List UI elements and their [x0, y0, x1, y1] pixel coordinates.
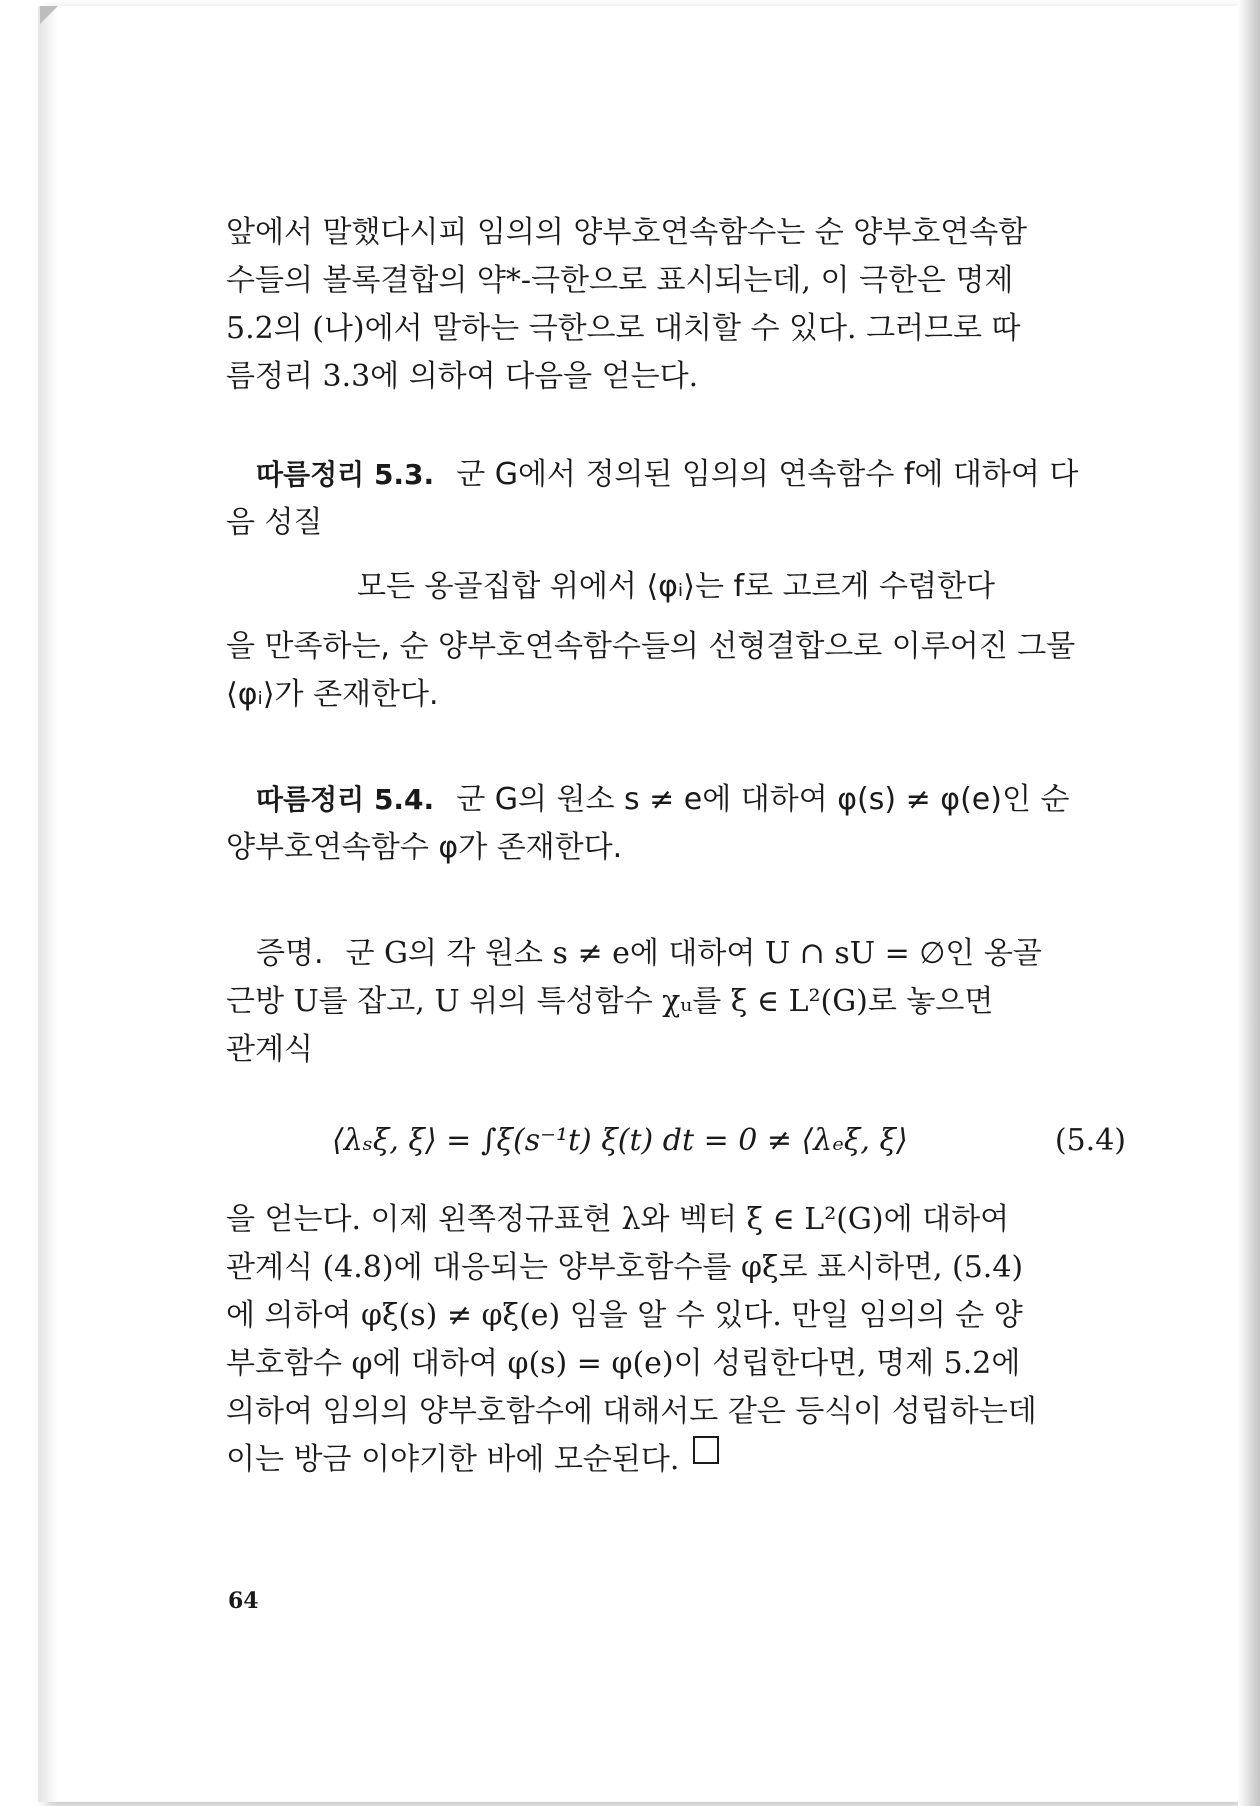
text-line [226, 1388, 1126, 1436]
text-line [226, 209, 1126, 257]
text-line [226, 1436, 1126, 1484]
text-line-content: 군 G에서 정의된 임의의 연속함수 f에 대하여 다 [456, 457, 1079, 492]
text-line [226, 257, 1126, 305]
text-line-content: 앞에서 말했다시피 임의의 양부호연속함수는 순 양부호연속함 [226, 215, 1028, 250]
equation-formula: ⟨λₛξ, ξ⟩ = ∫ξ(s⁻¹t) ξ(t) dt = 0 ≠ ⟨λₑξ, ξ⟩ [332, 1123, 908, 1158]
page-corner [40, 6, 58, 24]
text-line [226, 1340, 1126, 1388]
text-line [226, 499, 1126, 547]
text-line [226, 353, 1126, 401]
qed-box-icon [693, 1436, 719, 1464]
paragraph-intro [226, 209, 1126, 401]
display-statement-text: 모든 옹골집합 위에서 ⟨φᵢ⟩는 f로 고르게 수렴한다 [357, 569, 995, 604]
text-line [226, 978, 1126, 1026]
equation-5-4 [226, 1113, 1126, 1169]
text-line [226, 671, 1126, 719]
text-line-content: 에 의하여 φξ(s) ≠ φξ(e) 임을 알 수 있다. 만일 임의의 순 양 [226, 1298, 1023, 1333]
proof-label: 증명. [256, 936, 324, 971]
proof-continued [226, 1196, 1126, 1484]
text-line [226, 1244, 1126, 1292]
text-line-content: 이는 방금 이야기한 바에 모순된다. [226, 1442, 680, 1477]
corollary-5-4 [226, 776, 1126, 872]
text-line-content: 관계식 (4.8)에 대응되는 양부호함수를 φξ로 표시하면, (5.4) [226, 1250, 1024, 1285]
text-line-content: 수들의 볼록결합의 약*-극한으로 표시되는데, 이 극한은 명제 [226, 263, 1014, 298]
text-line-content: 름정리 3.3에 의하여 다음을 얻는다. [226, 359, 699, 394]
text-line-content: 5.2의 (나)에서 말하는 극한으로 대치할 수 있다. 그러므로 따 [226, 311, 1021, 346]
text-line [226, 930, 1126, 978]
proof [226, 930, 1126, 1074]
text-line-content: 을 만족하는, 순 양부호연속함수들의 선형결합으로 이루어진 그물 [226, 629, 1076, 664]
text-line [226, 451, 1126, 499]
page-edge-shadow [1238, 0, 1260, 1806]
corollary-label: 따름정리 5.3. [256, 458, 435, 491]
page-number: 64 [228, 1588, 259, 1614]
equation-number: (5.4) [1054, 1123, 1126, 1158]
text-line-content: 군 G의 각 원소 s ≠ e에 대하여 U ∩ sU = ∅인 옹골 [345, 936, 1042, 971]
text-line [226, 824, 1126, 872]
corollary-label: 따름정리 5.4. [256, 783, 435, 816]
text-line-content: 군 G의 원소 s ≠ e에 대하여 φ(s) ≠ φ(e)인 순 [456, 782, 1070, 817]
text-line-content: 관계식 [226, 1032, 313, 1067]
text-line [226, 1292, 1126, 1340]
text-line-content: 음 성질 [226, 505, 323, 540]
text-line-content: 을 얻는다. 이제 왼쪽정규표현 λ와 벡터 ξ ∈ L²(G)에 대하여 [226, 1202, 1010, 1237]
text-line [226, 623, 1126, 671]
text-line-content: 근방 U를 잡고, U 위의 특성함수 χᵤ를 ξ ∈ L²(G)로 놓으면 [226, 984, 994, 1019]
text-line [226, 1196, 1126, 1244]
text-line [226, 305, 1126, 353]
display-statement [226, 563, 1126, 611]
text-line [226, 1026, 1126, 1074]
page-fold-shadow [40, 6, 58, 1802]
text-line [226, 776, 1126, 824]
corollary-5-3 [226, 451, 1126, 719]
text-line-content: ⟨φᵢ⟩가 존재한다. [226, 677, 439, 712]
text-line-content: 양부호연속함수 φ가 존재한다. [226, 830, 623, 865]
text-line-content: 의하여 임의의 양부호함수에 대해서도 같은 등식이 성립하는데 [226, 1394, 1037, 1429]
text-line-content: 부호함수 φ에 대하여 φ(s) = φ(e)이 성립한다면, 명제 5.2에 [226, 1346, 1021, 1381]
